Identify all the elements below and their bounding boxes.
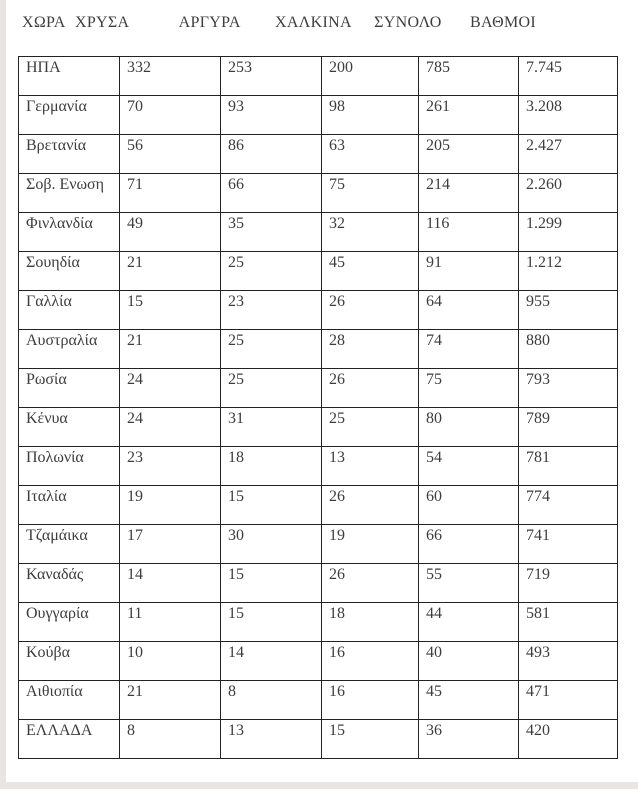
total-cell: 44 [419, 603, 519, 642]
table-row [19, 369, 618, 408]
header-gold: ΧΡΥΣΑ [74, 14, 130, 31]
gold-cell: 49 [120, 213, 221, 252]
total-cell: 36 [419, 720, 519, 759]
silver-cell: 66 [221, 174, 322, 213]
table-row [19, 681, 618, 720]
points-cell: 880 [519, 330, 618, 369]
total-cell: 60 [419, 486, 519, 525]
total-cell: 55 [419, 564, 519, 603]
gold-cell: 24 [120, 369, 221, 408]
country-cell: Σουηδία [19, 252, 120, 291]
bronze-cell: 26 [322, 291, 419, 330]
total-cell: 75 [419, 369, 519, 408]
silver-cell: 15 [221, 486, 322, 525]
header-total: ΣΥΝΟΛΟ [374, 14, 442, 31]
points-cell: 793 [519, 369, 618, 408]
total-cell: 74 [419, 330, 519, 369]
silver-cell: 35 [221, 213, 322, 252]
country-cell: Γερμανία [19, 96, 120, 135]
gold-cell: 19 [120, 486, 221, 525]
bronze-cell: 13 [322, 447, 419, 486]
table-row [19, 330, 618, 369]
country-cell: ΗΠΑ [19, 57, 120, 96]
silver-cell: 23 [221, 291, 322, 330]
gold-cell: 14 [120, 564, 221, 603]
gold-cell: 17 [120, 525, 221, 564]
total-cell: 64 [419, 291, 519, 330]
total-cell: 214 [419, 174, 519, 213]
country-cell: Ουγγαρία [19, 603, 120, 642]
silver-cell: 18 [221, 447, 322, 486]
bronze-cell: 200 [322, 57, 419, 96]
points-cell: 1.299 [519, 213, 618, 252]
header-country: ΧΩΡΑ [22, 14, 66, 31]
gold-cell: 23 [120, 447, 221, 486]
bronze-cell: 75 [322, 174, 419, 213]
gold-cell: 10 [120, 642, 221, 681]
points-cell: 774 [519, 486, 618, 525]
page-edge-left [0, 0, 6, 789]
silver-cell: 253 [221, 57, 322, 96]
bronze-cell: 16 [322, 681, 419, 720]
column-headers-line [22, 14, 536, 32]
gold-cell: 11 [120, 603, 221, 642]
bronze-cell: 16 [322, 642, 419, 681]
silver-cell: 30 [221, 525, 322, 564]
total-cell: 261 [419, 96, 519, 135]
table-row [19, 720, 618, 759]
bronze-cell: 26 [322, 369, 419, 408]
table-row [19, 291, 618, 330]
medals-table-body [19, 57, 618, 759]
bronze-cell: 26 [322, 564, 419, 603]
country-cell: Πολωνία [19, 447, 120, 486]
country-cell: Σοβ. Ενωση [19, 174, 120, 213]
points-cell: 2.427 [519, 135, 618, 174]
points-cell: 3.208 [519, 96, 618, 135]
page-edge-bottom [0, 782, 638, 789]
bronze-cell: 26 [322, 486, 419, 525]
country-cell: Φινλανδία [19, 213, 120, 252]
silver-cell: 15 [221, 564, 322, 603]
points-cell: 7.745 [519, 57, 618, 96]
silver-cell: 86 [221, 135, 322, 174]
gold-cell: 15 [120, 291, 221, 330]
country-cell: Γαλλία [19, 291, 120, 330]
points-cell: 719 [519, 564, 618, 603]
silver-cell: 13 [221, 720, 322, 759]
bronze-cell: 25 [322, 408, 419, 447]
points-cell: 741 [519, 525, 618, 564]
points-cell: 781 [519, 447, 618, 486]
country-cell: Αυστραλία [19, 330, 120, 369]
country-cell: Ιταλία [19, 486, 120, 525]
gold-cell: 332 [120, 57, 221, 96]
bronze-cell: 28 [322, 330, 419, 369]
bronze-cell: 98 [322, 96, 419, 135]
header-points: ΒΑΘΜΟΙ [469, 14, 537, 31]
gold-cell: 21 [120, 330, 221, 369]
gold-cell: 24 [120, 408, 221, 447]
country-cell: Αιθιοπία [19, 681, 120, 720]
country-cell: Κούβα [19, 642, 120, 681]
bronze-cell: 45 [322, 252, 419, 291]
total-cell: 45 [419, 681, 519, 720]
total-cell: 116 [419, 213, 519, 252]
table-row [19, 408, 618, 447]
country-cell: Τζαμάικα [19, 525, 120, 564]
gold-cell: 21 [120, 252, 221, 291]
table-row [19, 603, 618, 642]
table-row [19, 564, 618, 603]
silver-cell: 25 [221, 330, 322, 369]
table-row [19, 642, 618, 681]
country-cell: Κένυα [19, 408, 120, 447]
gold-cell: 8 [120, 720, 221, 759]
points-cell: 2.260 [519, 174, 618, 213]
table-row [19, 96, 618, 135]
gold-cell: 56 [120, 135, 221, 174]
table-row [19, 525, 618, 564]
bronze-cell: 18 [322, 603, 419, 642]
points-cell: 420 [519, 720, 618, 759]
table-row [19, 174, 618, 213]
header-bronze: ΧΑΛΚΙΝΑ [275, 14, 352, 31]
bronze-cell: 15 [322, 720, 419, 759]
table-row [19, 486, 618, 525]
country-cell: Καναδάς [19, 564, 120, 603]
table-row [19, 57, 618, 96]
points-cell: 789 [519, 408, 618, 447]
points-cell: 955 [519, 291, 618, 330]
bronze-cell: 19 [322, 525, 419, 564]
silver-cell: 25 [221, 252, 322, 291]
total-cell: 80 [419, 408, 519, 447]
points-cell: 1.212 [519, 252, 618, 291]
bronze-cell: 63 [322, 135, 419, 174]
total-cell: 91 [419, 252, 519, 291]
total-cell: 785 [419, 57, 519, 96]
table-row [19, 135, 618, 174]
table-row [19, 447, 618, 486]
medals-table [18, 56, 618, 759]
header-silver: ΑΡΓΥΡΑ [178, 14, 241, 31]
points-cell: 471 [519, 681, 618, 720]
gold-cell: 71 [120, 174, 221, 213]
silver-cell: 25 [221, 369, 322, 408]
silver-cell: 15 [221, 603, 322, 642]
bronze-cell: 32 [322, 213, 419, 252]
gold-cell: 21 [120, 681, 221, 720]
total-cell: 40 [419, 642, 519, 681]
gold-cell: 70 [120, 96, 221, 135]
total-cell: 54 [419, 447, 519, 486]
country-cell: Βρετανία [19, 135, 120, 174]
silver-cell: 8 [221, 681, 322, 720]
points-cell: 581 [519, 603, 618, 642]
total-cell: 205 [419, 135, 519, 174]
table-row [19, 213, 618, 252]
silver-cell: 14 [221, 642, 322, 681]
silver-cell: 31 [221, 408, 322, 447]
country-cell: ΕΛΛΑΔΑ [19, 720, 120, 759]
silver-cell: 93 [221, 96, 322, 135]
country-cell: Ρωσία [19, 369, 120, 408]
table-row [19, 252, 618, 291]
total-cell: 66 [419, 525, 519, 564]
points-cell: 493 [519, 642, 618, 681]
